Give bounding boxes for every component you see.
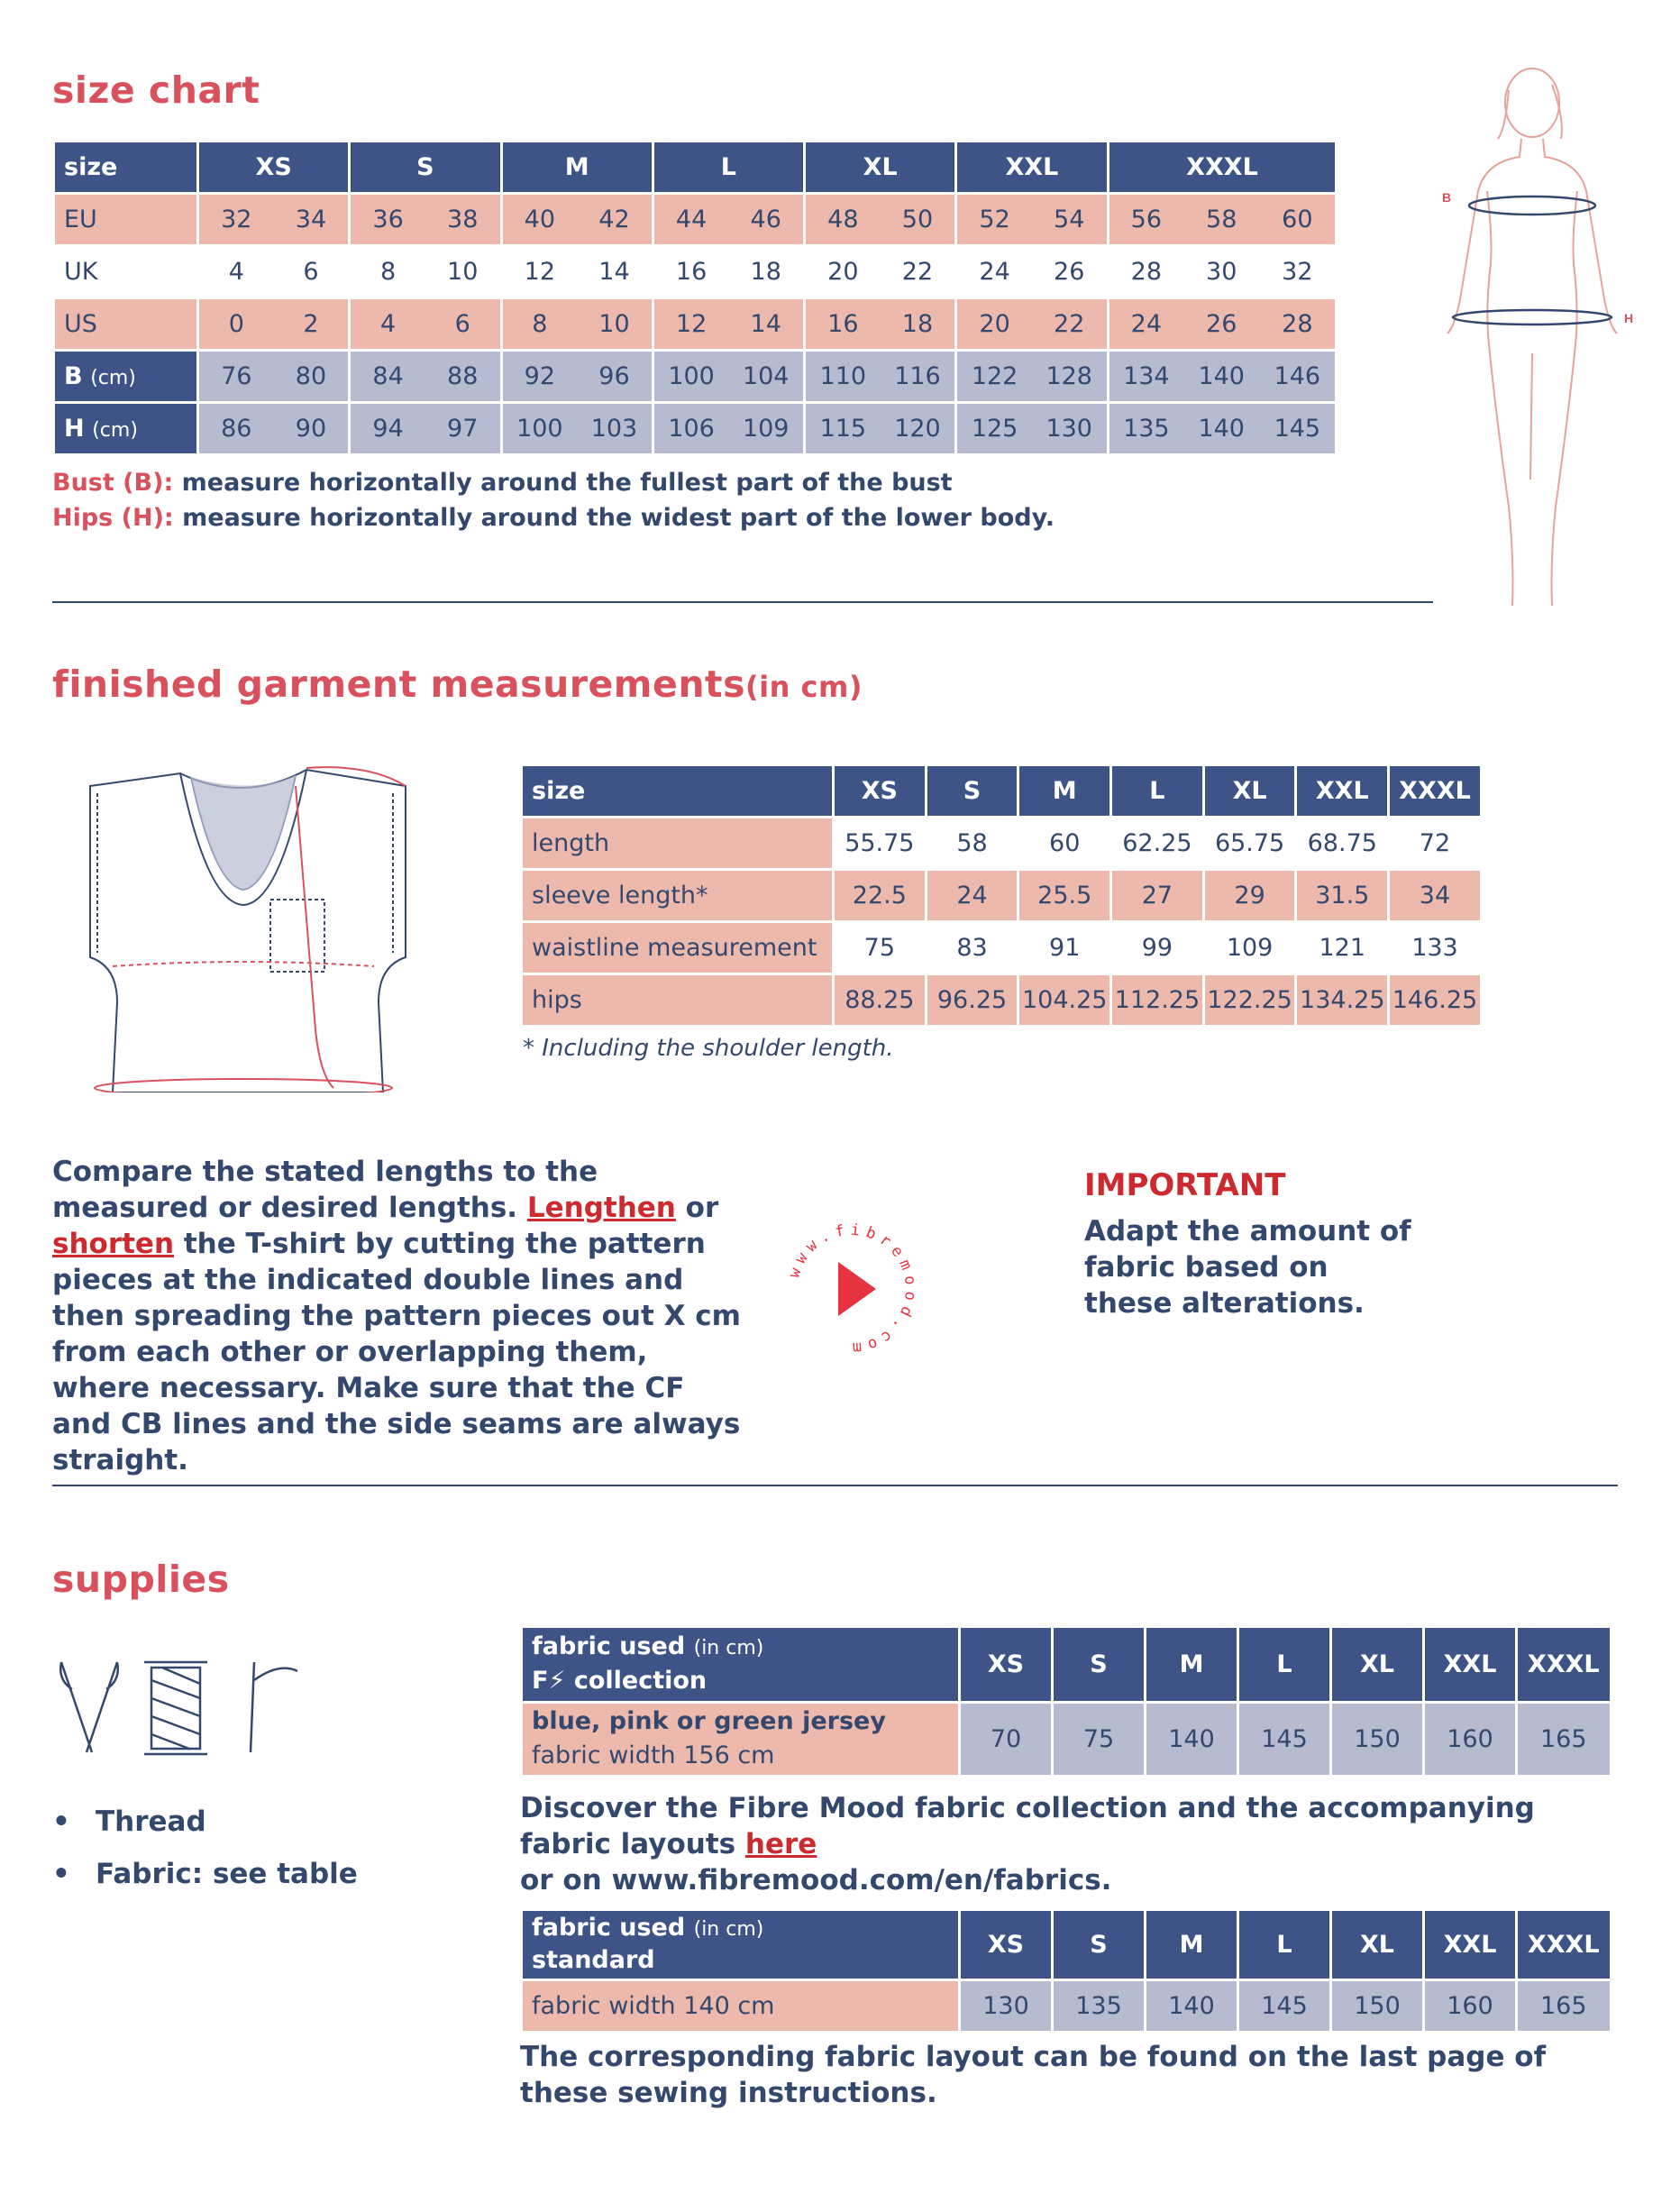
size-value-cell: 20 (956, 298, 1032, 351)
fabric1-value: 75 (1053, 1702, 1146, 1776)
adjust-paragraph: Compare the stated lengths to the measured or desired lengths. Lengthen or shorten the T-shirt by cutting the pattern pieces at the indicated double lines and then spreading the pattern pieces out X cm from each other or overlapping them, where necessary. Make sure that the CF and CB lines and the side seams are always straight. (52, 1156, 741, 1476)
size-col-xl: XL (805, 142, 956, 194)
size-value-cell: 34 (274, 194, 350, 246)
size-value-cell: 134 (1108, 351, 1183, 403)
important-text: Adapt the amount of fabric based on these alterations. (1084, 1215, 1411, 1320)
size-value-cell: 8 (350, 246, 425, 298)
size-value-cell: 46 (728, 194, 804, 246)
size-value-cell: 146 (1259, 351, 1335, 403)
fabric1-row-label: blue, pink or green jersey fabric width 156 cm (522, 1702, 960, 1776)
body-figure-illustration (1415, 56, 1649, 642)
garment-value-cell: 60 (1018, 818, 1111, 870)
size-value-cell: 88 (425, 351, 501, 403)
row-label: US (54, 298, 198, 351)
fabric2-size: XXXL (1517, 1911, 1610, 1979)
size-value-cell: 60 (1259, 194, 1335, 246)
size-value-cell: 30 (1183, 246, 1259, 298)
size-value-cell: 115 (805, 403, 881, 455)
fabric2-row (522, 1979, 1610, 2032)
fabric1-size: S (1053, 1628, 1146, 1702)
shorten-link[interactable]: shorten (52, 1228, 175, 1260)
size-col-s: S (350, 142, 501, 194)
row-label: sleeve length* (522, 870, 834, 922)
size-value-cell: 12 (501, 246, 577, 298)
size-chart-table (52, 142, 1335, 456)
garment-value-cell: 96.25 (926, 974, 1018, 1027)
supplies-list-item: • Thread (52, 1805, 206, 1838)
size-col-xxl: XXL (956, 142, 1108, 194)
fabric2-size: M (1146, 1911, 1238, 1979)
size-col-xs: XS (198, 142, 350, 194)
row-label: hips (522, 974, 834, 1027)
size-value-cell: 100 (653, 351, 728, 403)
size-value-cell: 26 (1032, 246, 1108, 298)
row-label: UK (54, 246, 198, 298)
garment-size-m: M (1018, 766, 1111, 818)
size-value-cell: 2 (274, 298, 350, 351)
size-value-cell: 54 (1032, 194, 1108, 246)
garment-value-cell: 122.25 (1203, 974, 1296, 1027)
size-value-cell: 128 (1032, 351, 1108, 403)
garment-value-cell: 112.25 (1111, 974, 1204, 1027)
fibremood-logo (775, 1212, 928, 1366)
size-value-cell: 120 (881, 403, 956, 455)
size-value-cell: 58 (1183, 194, 1259, 246)
size-value-cell: 104 (728, 351, 804, 403)
fabric2-value: 165 (1517, 1979, 1610, 2032)
garment-value-cell: 83 (926, 922, 1018, 974)
size-value-cell: 42 (577, 194, 653, 246)
size-value-cell: 100 (501, 403, 577, 455)
row-label: EU (54, 194, 198, 246)
fabric1-value: 160 (1424, 1702, 1517, 1776)
size-col-m: M (501, 142, 653, 194)
size-value-cell: 50 (881, 194, 956, 246)
size-value-cell: 32 (1259, 246, 1335, 298)
important-title: IMPORTANT (1084, 1167, 1286, 1203)
size-value-cell: 103 (577, 403, 653, 455)
size-value-cell: 6 (274, 246, 350, 298)
fabric1-value: 145 (1238, 1702, 1331, 1776)
garment-size-xl: XL (1203, 766, 1296, 818)
fibremood-mark-icon: F⚡ (532, 1667, 574, 1696)
size-value-cell: 24 (956, 246, 1032, 298)
fabric-standard-table (520, 1911, 1610, 2034)
lengthen-link[interactable]: Lengthen (526, 1192, 676, 1224)
size-value-cell: 140 (1183, 351, 1259, 403)
fabric2-size: XXL (1424, 1911, 1517, 1979)
size-value-cell: 125 (956, 403, 1032, 455)
size-value-cell: 36 (350, 194, 425, 246)
fabric1-size: XXXL (1517, 1628, 1610, 1702)
fabric1-header-label: fabric used (in cm) F⚡ collection (522, 1628, 960, 1702)
garment-value-cell: 24 (926, 870, 1018, 922)
layout-note: The corresponding fabric layout can be found on the last page of these sewing instructions. (520, 2041, 1547, 2109)
garment-row-waist (522, 922, 1482, 974)
garment-header-label: size (522, 766, 834, 818)
size-value-cell: 28 (1108, 246, 1183, 298)
fabric2-header-row (522, 1911, 1610, 1979)
size-value-cell: 116 (881, 351, 956, 403)
size-value-cell: 106 (653, 403, 728, 455)
supplies-title: supplies (52, 1558, 230, 1601)
size-value-cell: 80 (274, 351, 350, 403)
garment-size-xxl: XXL (1296, 766, 1389, 818)
figure-label-h: H (1624, 311, 1634, 325)
garment-value-cell: 31.5 (1296, 870, 1389, 922)
garment-value-cell: 65.75 (1203, 818, 1296, 870)
size-value-cell: 110 (805, 351, 881, 403)
size-value-cell: 26 (1183, 298, 1259, 351)
size-value-cell: 135 (1108, 403, 1183, 455)
garment-row-sleeve (522, 870, 1482, 922)
size-header-row (54, 142, 1336, 194)
size-value-cell: 22 (881, 246, 956, 298)
garment-value-cell: 25.5 (1018, 870, 1111, 922)
size-value-cell: 14 (728, 298, 804, 351)
size-value-cell: 4 (350, 298, 425, 351)
size-value-cell: 38 (425, 194, 501, 246)
tshirt-illustration (72, 750, 415, 1092)
garment-value-cell: 29 (1203, 870, 1296, 922)
garment-value-cell: 58 (926, 818, 1018, 870)
garment-value-cell: 109 (1203, 922, 1296, 974)
garment-value-cell: 55.75 (834, 818, 927, 870)
figure-label-b: B (1442, 190, 1452, 205)
size-value-cell: 140 (1183, 403, 1259, 455)
here-link[interactable]: here (744, 1828, 817, 1860)
supplies-icons (54, 1653, 315, 1761)
bust-note: Bust (B): measure horizontally around the fullest part of the bust (52, 469, 953, 497)
logo-text: www.fibremood.com (785, 1220, 920, 1357)
fabric2-size: XS (960, 1911, 1053, 1979)
fabric2-value: 130 (960, 1979, 1053, 2032)
garment-row-hips (522, 974, 1482, 1027)
size-row-eu (54, 194, 1336, 246)
row-label: waistline measurement (522, 922, 834, 974)
thread-spool-icon (144, 1662, 207, 1754)
garment-value-cell: 99 (1111, 922, 1204, 974)
fabric1-value: 70 (960, 1702, 1053, 1776)
fabric1-value: 165 (1517, 1702, 1610, 1776)
fabric2-value: 150 (1331, 1979, 1424, 2032)
fabric2-size: L (1238, 1911, 1331, 1979)
garment-value-cell: 75 (834, 922, 927, 974)
fabric1-header-row (522, 1628, 1610, 1702)
size-value-cell: 48 (805, 194, 881, 246)
garment-value-cell: 34 (1389, 870, 1482, 922)
size-value-cell: 44 (653, 194, 728, 246)
size-value-cell: 10 (577, 298, 653, 351)
fabric1-value: 150 (1331, 1702, 1424, 1776)
size-value-cell: 32 (198, 194, 274, 246)
divider (52, 601, 1433, 603)
fabric1-size: XL (1331, 1628, 1424, 1702)
size-value-cell: 18 (881, 298, 956, 351)
size-value-cell: 10 (425, 246, 501, 298)
size-value-cell: 84 (350, 351, 425, 403)
size-value-cell: 18 (728, 246, 804, 298)
size-value-cell: 6 (425, 298, 501, 351)
size-value-cell: 92 (501, 351, 577, 403)
size-value-cell: 97 (425, 403, 501, 455)
size-header-label: size (54, 142, 198, 194)
size-value-cell: 16 (805, 298, 881, 351)
size-value-cell: 90 (274, 403, 350, 455)
discover-text: Discover the Fibre Mood fabric collection and the accompanying fabric layouts here or on www.fibremood.com/en/fabrics. (520, 1792, 1535, 1897)
fabric1-row (522, 1702, 1610, 1776)
garment-footnote: * Including the shoulder length. (523, 1035, 894, 1062)
garment-measurements-table (520, 766, 1483, 1028)
size-value-cell: 14 (577, 246, 653, 298)
garment-size-s: S (926, 766, 1018, 818)
garment-value-cell: 134.25 (1296, 974, 1389, 1027)
garment-size-xxxl: XXXL (1389, 766, 1482, 818)
fabric2-value: 135 (1053, 1979, 1146, 2032)
garment-size-xs: XS (834, 766, 927, 818)
fabric2-header-label: fabric used (in cm) standard (522, 1911, 960, 1979)
size-value-cell: 76 (198, 351, 274, 403)
size-row-us (54, 298, 1336, 351)
size-col-l: L (653, 142, 804, 194)
garment-row-length (522, 818, 1482, 870)
garment-value-cell: 146.25 (1389, 974, 1482, 1027)
garment-value-cell: 121 (1296, 922, 1389, 974)
garment-value-cell: 72 (1389, 818, 1482, 870)
fabric1-value: 140 (1146, 1702, 1238, 1776)
fabric1-size: M (1146, 1628, 1238, 1702)
size-value-cell: 4 (198, 246, 274, 298)
fabric1-size: XXL (1424, 1628, 1517, 1702)
size-value-cell: 122 (956, 351, 1032, 403)
fabric2-value: 145 (1238, 1979, 1331, 2032)
size-col-xxxl: XXXL (1108, 142, 1335, 194)
garment-value-cell: 91 (1018, 922, 1111, 974)
row-label: B (cm) (54, 351, 198, 403)
size-value-cell: 16 (653, 246, 728, 298)
size-value-cell: 52 (956, 194, 1032, 246)
fabric-collection-table (520, 1628, 1610, 1778)
size-value-cell: 0 (198, 298, 274, 351)
fabric1-size: XS (960, 1628, 1053, 1702)
size-value-cell: 20 (805, 246, 881, 298)
size-value-cell: 28 (1259, 298, 1335, 351)
needle-icon (251, 1662, 297, 1752)
size-value-cell: 56 (1108, 194, 1183, 246)
size-row-hips (54, 403, 1336, 455)
size-value-cell: 8 (501, 298, 577, 351)
supplies-list-item: • Fabric: see table (52, 1858, 358, 1890)
row-label: length (522, 818, 834, 870)
garment-value-cell: 68.75 (1296, 818, 1389, 870)
garment-size-l: L (1111, 766, 1204, 818)
fabric2-size: S (1053, 1911, 1146, 1979)
garment-value-cell: 88.25 (834, 974, 927, 1027)
garment-value-cell: 62.25 (1111, 818, 1204, 870)
size-value-cell: 24 (1108, 298, 1183, 351)
size-value-cell: 86 (198, 403, 274, 455)
garment-value-cell: 22.5 (834, 870, 927, 922)
size-value-cell: 94 (350, 403, 425, 455)
garment-title: finished garment measurements(in cm) (52, 663, 863, 706)
size-chart-title: size chart (52, 69, 260, 112)
scissors-icon (60, 1662, 118, 1752)
size-value-cell: 12 (653, 298, 728, 351)
fabric2-row-label: fabric width 140 cm (522, 1979, 960, 2032)
fabric2-size: XL (1331, 1911, 1424, 1979)
size-value-cell: 109 (728, 403, 804, 455)
garment-value-cell: 104.25 (1018, 974, 1111, 1027)
garment-value-cell: 27 (1111, 870, 1204, 922)
divider (52, 1485, 1618, 1486)
row-label: H (cm) (54, 403, 198, 455)
fabric2-value: 140 (1146, 1979, 1238, 2032)
size-value-cell: 22 (1032, 298, 1108, 351)
size-value-cell: 96 (577, 351, 653, 403)
hips-note: Hips (H): measure horizontally around the widest part of the lower body. (52, 504, 1055, 532)
size-row-uk (54, 246, 1336, 298)
fabric1-size: L (1238, 1628, 1331, 1702)
size-value-cell: 130 (1032, 403, 1108, 455)
size-value-cell: 145 (1259, 403, 1335, 455)
size-value-cell: 40 (501, 194, 577, 246)
fabric2-value: 160 (1424, 1979, 1517, 2032)
garment-header-row (522, 766, 1482, 818)
size-row-bust (54, 351, 1336, 403)
garment-value-cell: 133 (1389, 922, 1482, 974)
